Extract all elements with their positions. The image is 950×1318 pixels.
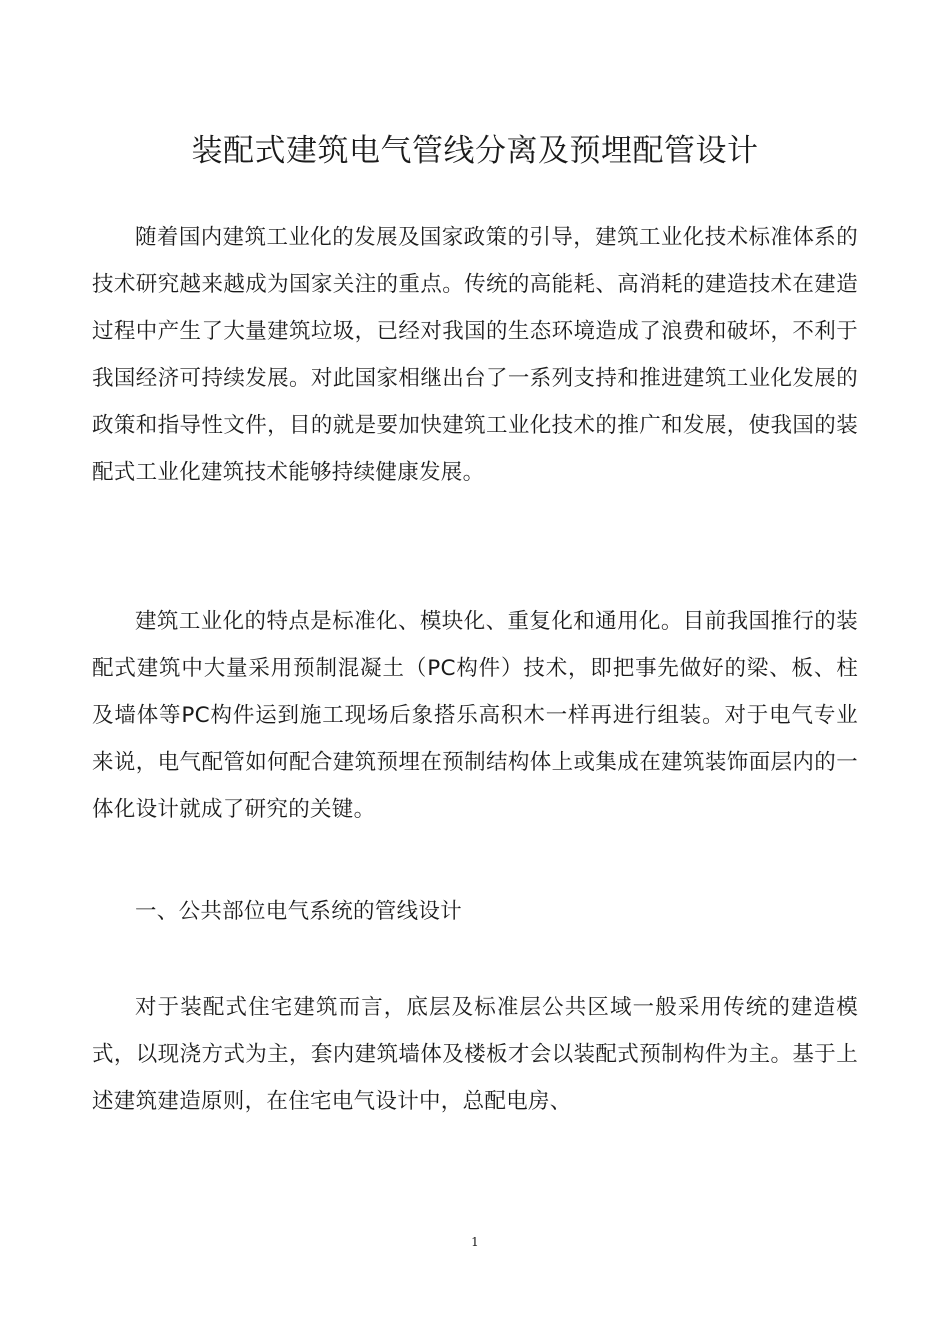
section-heading: 一、公共部位电气系统的管线设计: [135, 899, 463, 924]
page-number: 1: [471, 1235, 479, 1249]
paragraph-features: 建筑工业化的特点是标准化、模块化、重复化和通用化。目前我国推行的装配式建筑中大量采用预制混凝土（PC构件）技术，即把事先做好的梁、板、柱及墙体等PC构件运到施工现场后象搭乐高积木一样再进行组装。对于电气专业来说，电气配管如何配合建筑预埋在预制结构体上或集成在建筑装饰面层内的一体化设计就成了研究的关键。: [92, 609, 858, 822]
paragraph-intro: 随着国内建筑工业化的发展及国家政策的引导，建筑工业化技术标准体系的技术研究越来越成为国家关注的重点。传统的高能耗、高消耗的建造技术在建造过程中产生了大量建筑垃圾，已经对我国的生态环境造成了浪费和破坏，不利于我国经济可持续发展。对此国家相继出台了一系列支持和推进建筑工业化发展的政策和指导性文件，目的就是要加快建筑工业化技术的推广和发展，使我国的装配式工业化建筑技术能够持续健康发展。: [92, 225, 858, 485]
document-title: 装配式建筑电气管线分离及预埋配管设计: [191, 133, 759, 169]
section-paragraph: 对于装配式住宅建筑而言，底层及标准层公共区域一般采用传统的建造模式，以现浇方式为主，套内建筑墙体及楼板才会以装配式预制构件为主。基于上述建筑建造原则，在住宅电气设计中，总配电房、: [92, 995, 858, 1114]
